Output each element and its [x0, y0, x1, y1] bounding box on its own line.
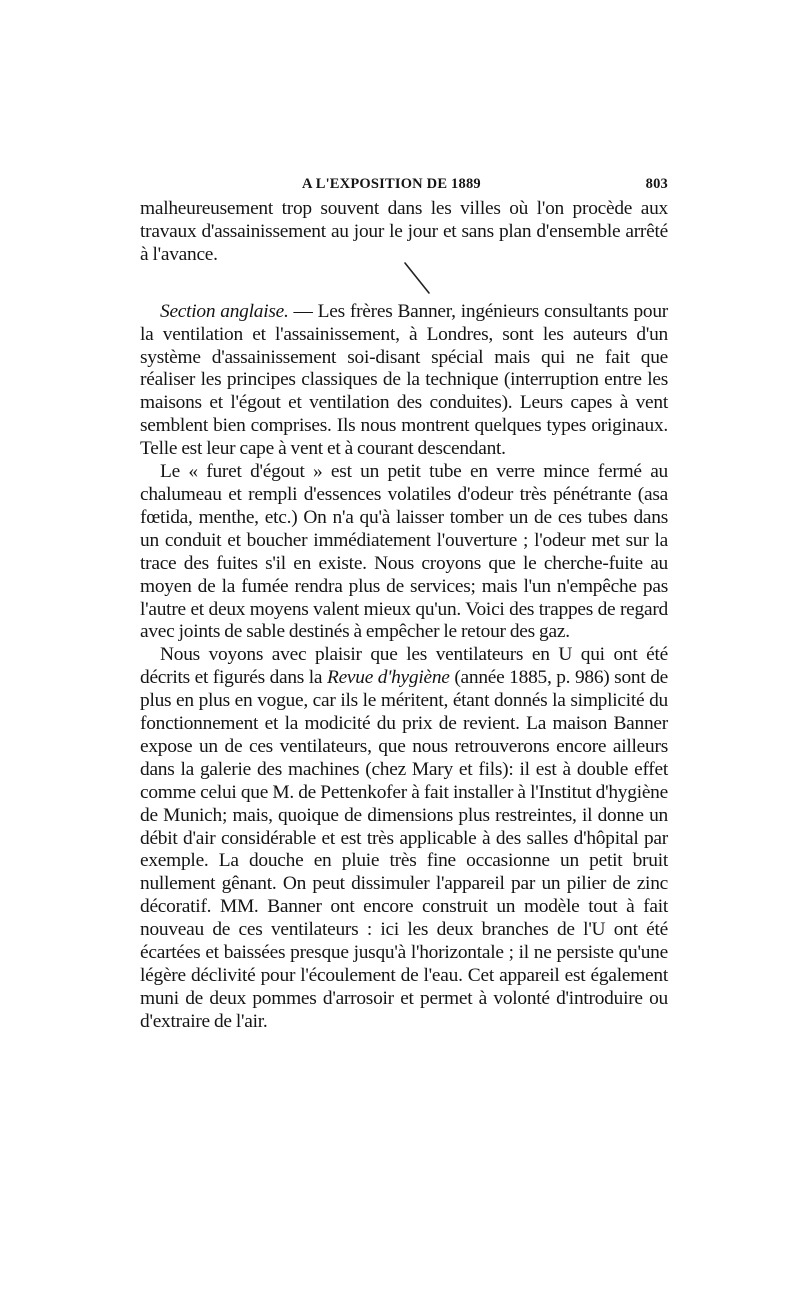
paragraph-text: Nous voyons avec plaisir que les ventilateurs en U qui ont été décrits et figurés dans la: [140, 644, 668, 689]
page-number: 803: [645, 176, 668, 192]
journal-title: Revue d'hygiène: [326, 667, 450, 689]
paragraph-continuation: malheureusement trop souvent dans les villes où l'on procède aux travaux d'assainissement au jour le jour et sans plan d'ensemble arrêté à l'avance.: [140, 198, 668, 265]
body-text: [140, 198, 668, 1034]
paragraph-furet-egout: Le « furet d'égout » est un petit tube en verre mince fermé au chalumeau et rempli d'essences volatiles d'odeur très pénétrante (asa fœtida, menthe, etc.) On n'a qu'à laisser tomber un de ces tubes dans un conduit et boucher immédiatement l'ouverture ; l'odeur met sur la trace des fuites s'il en existe. Nous croyons que le cherche-fuite au moyen de la fumée rendra plus de services; mais l'un n'empêche pas l'autre et deux moyens valent mieux qu'un. Voici des trappes de regard avec joints de sable destinés à empêcher le retour des gaz.: [140, 461, 668, 643]
paragraph-section-anglaise: [140, 301, 668, 461]
running-head: [140, 168, 668, 198]
running-title: A L'EXPOSITION DE 1889: [302, 176, 481, 192]
paragraph-ventilateurs: [140, 644, 668, 1033]
book-page: [140, 168, 668, 1034]
pencil-stroke-mark: [402, 260, 432, 296]
paragraph-text: — Les frères Banner, ingénieurs consultants pour la ventilation et l'assainissement, à Londres, sont les auteurs d'un système d'assainissement soi-disant spécial mais qui ne fait que réaliser les principes classiques de la technique (interruption entre les maisons et l'égout et ventilation des conduites). Leurs capes à vent semblent bien comprises. Ils nous montrent quelques types originaux. Telle est leur cape à vent et à courant descendant.: [140, 300, 668, 460]
section-heading: Section anglaise.: [160, 300, 289, 322]
paragraph-text: (année 1885, p. 986) sont de plus en plus en vogue, car ils le méritent, étant donnés la simplicité du fonctionnement et la modicité du prix de revient. La maison Banner expose un de ces ventilateurs, que nous retrouverons encore ailleurs dans la galerie des machines (chez Mary et fils): il est à double effet comme celui que M. de Pettenkofer à fait installer à l'Institut d'hygiène de Munich; mais, quoique de dimensions plus restreintes, il donne un débit d'air considérable et est très applicable à des salles d'hôpital par exemple. La douche en pluie très fine occasionne un petit bruit nullement gênant. On peut dissimuler l'appareil par un pilier de zinc décoratif. MM. Banner ont encore construit un modèle tout à fait nouveau de ces ventilateurs : ici les deux branches de l'U ont été écartées et baissées presque jusqu'à l'horizontale ; il ne persiste qu'une légère déclivité pour l'écoulement de l'eau. Cet appareil est également muni de deux pommes d'arrosoir et permet à volonté d'introduire ou d'extraire de l'air.: [140, 667, 668, 1032]
